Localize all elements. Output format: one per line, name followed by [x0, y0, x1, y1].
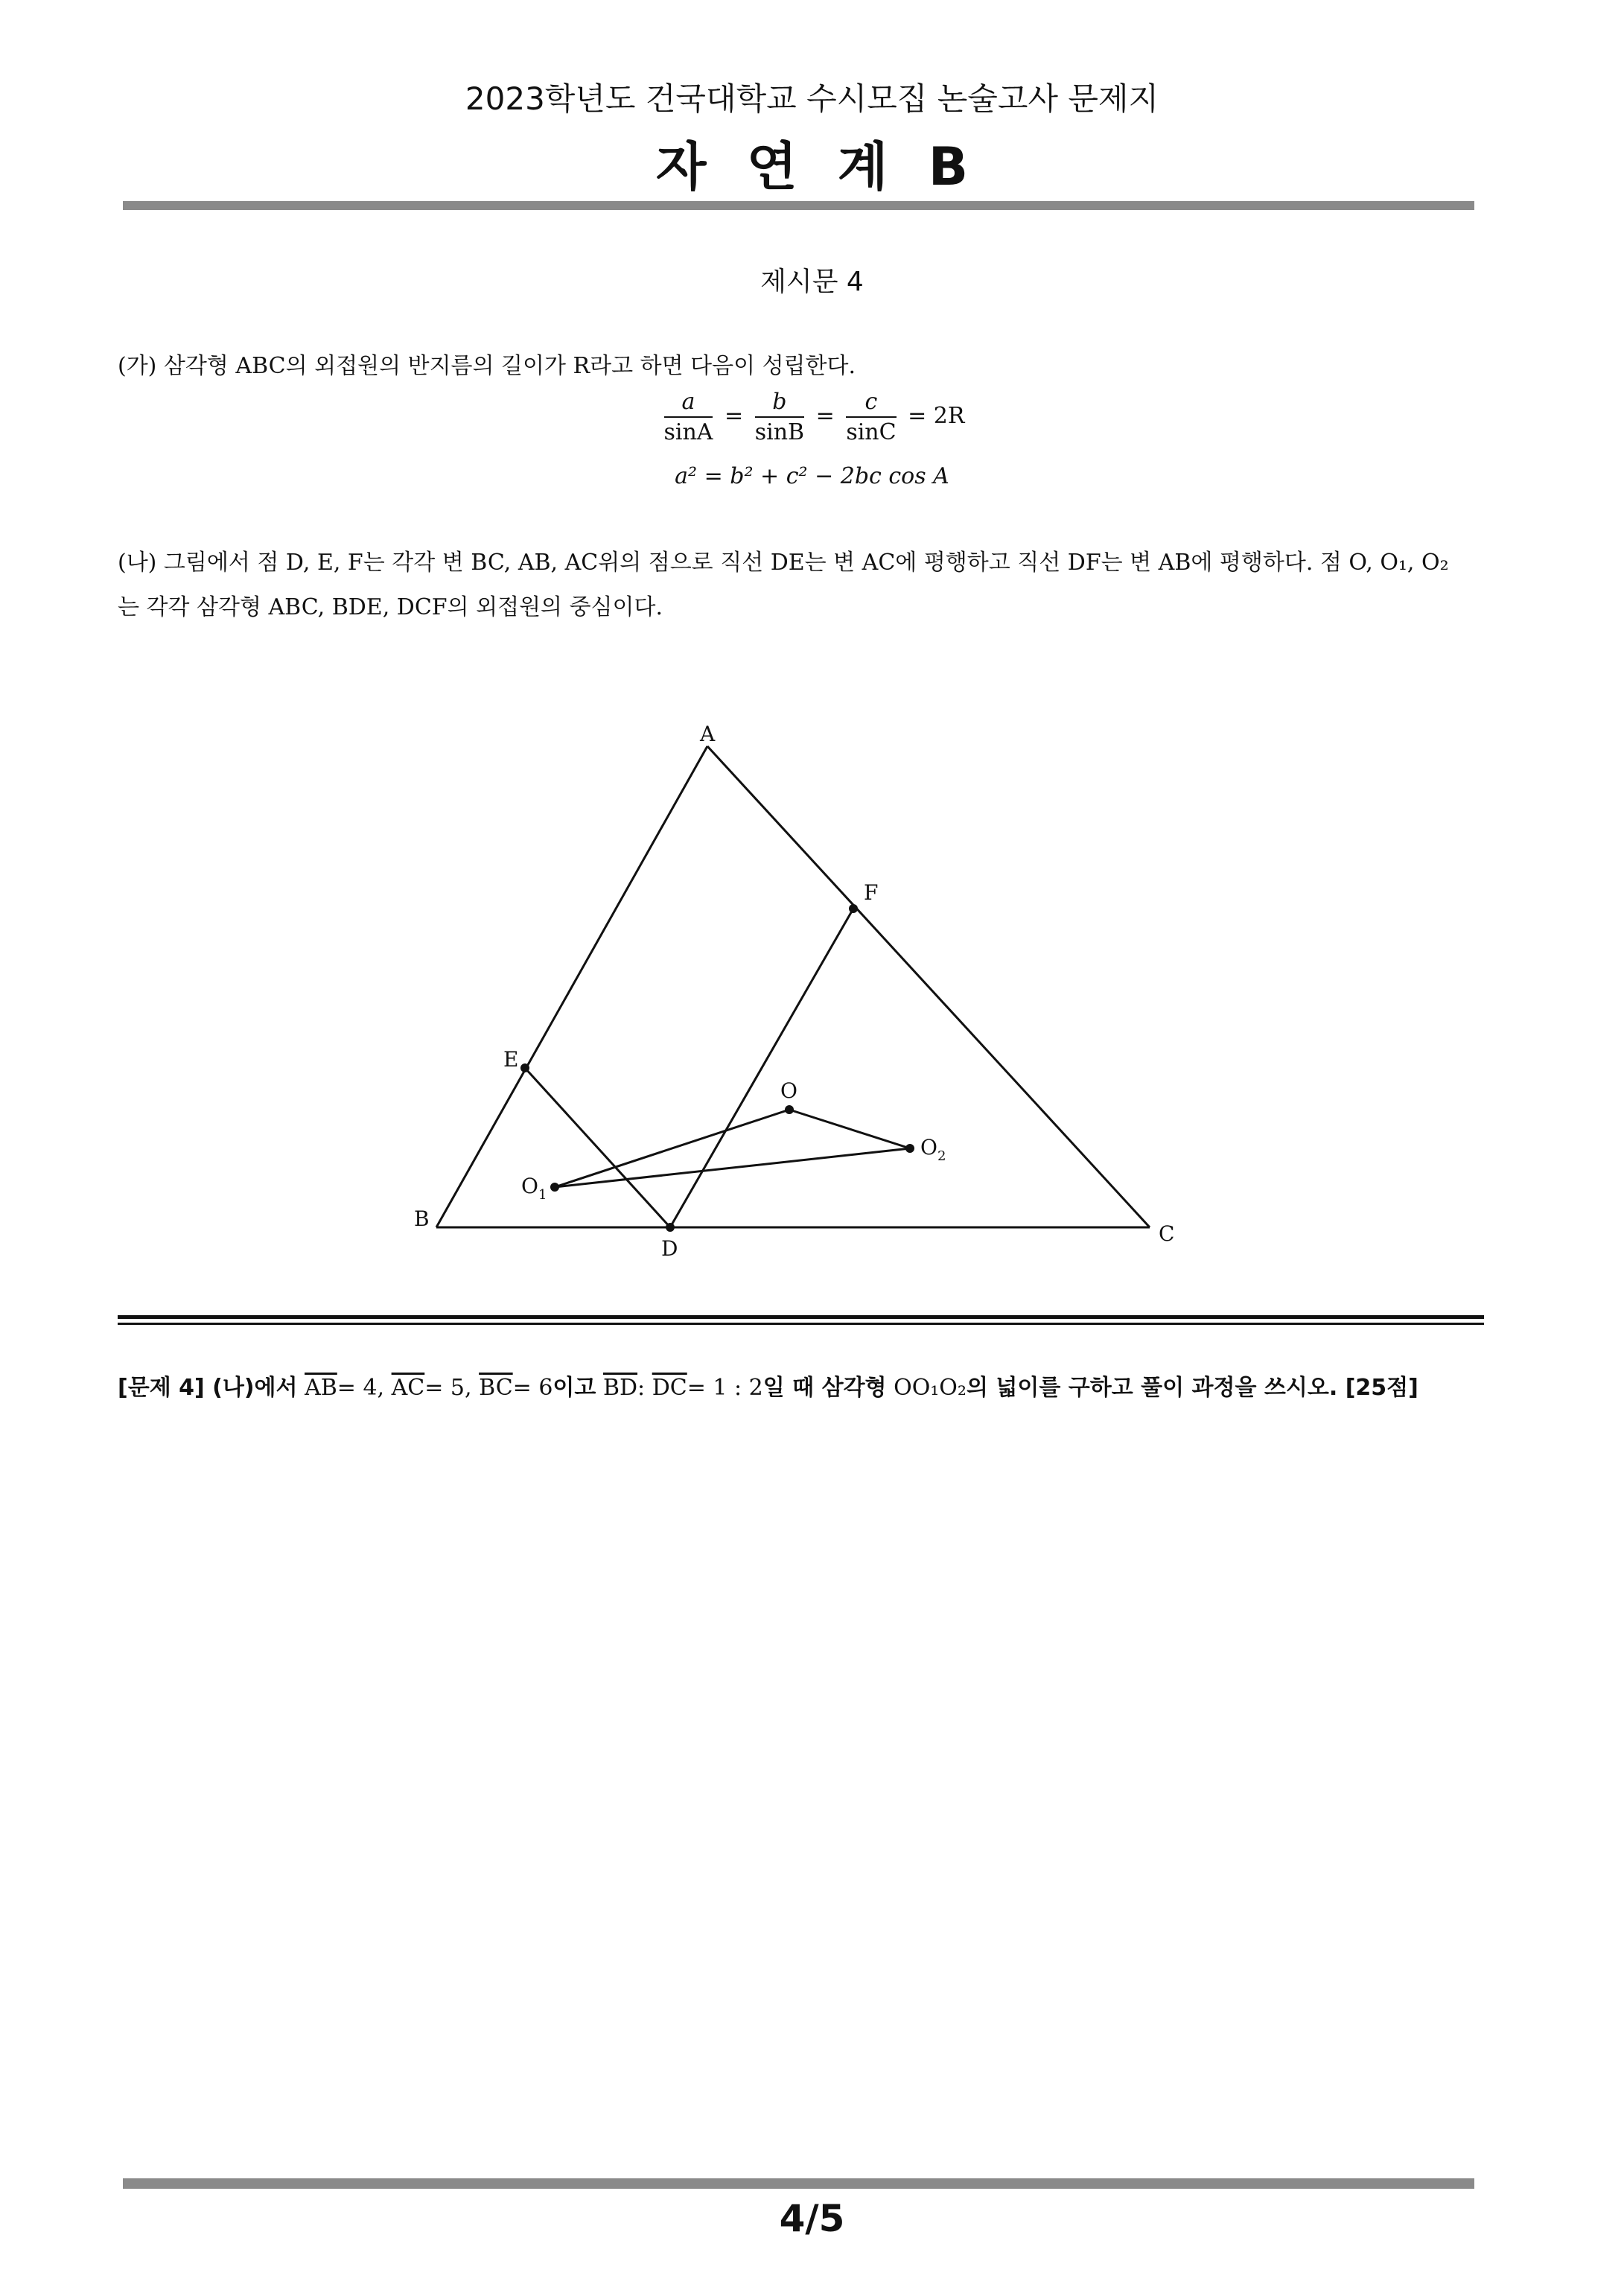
- segment-O1O2: [555, 1148, 910, 1187]
- point-O: [785, 1105, 794, 1114]
- label-E: E: [503, 1047, 519, 1072]
- label-B: B: [414, 1206, 430, 1231]
- segment-DF: [670, 909, 853, 1227]
- passage-ga-text: (가) 삼각형 ABC의 외접원의 반지름의 길이가 R라고 하면 다음이 성립한다.: [118, 353, 856, 379]
- segment-O1O: [555, 1110, 789, 1187]
- point-D: [666, 1223, 675, 1232]
- question-4: [문제 4] (나)에서 $\overline{AB}= 4$, $\overline{AC}= 5$, $\overline{BC}= 6$이고 $\overline{BD}$: $\overline{DC}= 1$ : 2일 때 삼각형 OO₁O₂의 넓이를 구하고 풀이 과정을 쓰시오. [25점]: [118, 1375, 1418, 1401]
- exam-title: 2023학년도 건국대학교 수시모집 논술고사 문제지: [465, 80, 1159, 117]
- point-O2: [905, 1144, 914, 1153]
- label-C: C: [1159, 1221, 1175, 1246]
- seg-BC: $\overline{BC}$: [479, 1375, 513, 1401]
- passage-na-text-line2: 는 각각 삼각형 ABC, BDE, DCF의 외접원의 중심이다.: [118, 594, 663, 620]
- sine-law-equation: $\frac{a}{\sin A}$ = $\frac{b}{\sin B}$ = $\frac{c}{\sin C}$ = 2R: [663, 389, 965, 445]
- cosine-law-equation: a² = b² + c² − 2bc cos A: [675, 463, 949, 489]
- page-number: 4/5: [779, 2197, 845, 2240]
- passage-na-text-line1: (나) 그림에서 점 D, E, F는 각각 변 BC, AB, AC위의 점으로 직선 DE는 변 AC에 평행하고 직선 DF는 변 AB에 평행하다. 점 O, O₁, O₂: [118, 550, 1449, 576]
- side-AB: [436, 746, 707, 1227]
- label-O1: $O_1$: [521, 1174, 547, 1203]
- frac-a: $\frac{a}{\sin A}$: [663, 389, 713, 445]
- section-title: 자 연 계 B: [655, 136, 969, 197]
- label-D: D: [661, 1236, 678, 1261]
- frac-b: $\frac{b}{\sin B}$: [754, 389, 805, 445]
- passage-title: 제시문 4: [760, 267, 864, 297]
- triangle-OO1O2: OO₁O₂: [894, 1375, 967, 1401]
- question-divider-top: [118, 1315, 1484, 1319]
- seg-DC: $\overline{DC}$: [652, 1375, 687, 1401]
- segment-OO2: [789, 1110, 910, 1148]
- label-O: O: [780, 1078, 797, 1103]
- frac-c: $\frac{c}{\sin C}$: [846, 389, 897, 445]
- label-A: A: [700, 722, 716, 746]
- segment-DE: [525, 1068, 670, 1227]
- label-F: F: [864, 880, 879, 905]
- point-E: [520, 1063, 529, 1072]
- label-O2: $O_2$: [920, 1135, 946, 1164]
- footer-divider: [123, 2178, 1474, 2189]
- seg-AB: $\overline{AB}$: [305, 1375, 337, 1401]
- point-F: [849, 904, 858, 913]
- seg-AC: $\overline{AC}$: [391, 1375, 425, 1401]
- point-O1: [550, 1183, 559, 1192]
- seg-BD: $\overline{BD}$: [602, 1375, 638, 1401]
- question-divider-bottom: [118, 1323, 1484, 1325]
